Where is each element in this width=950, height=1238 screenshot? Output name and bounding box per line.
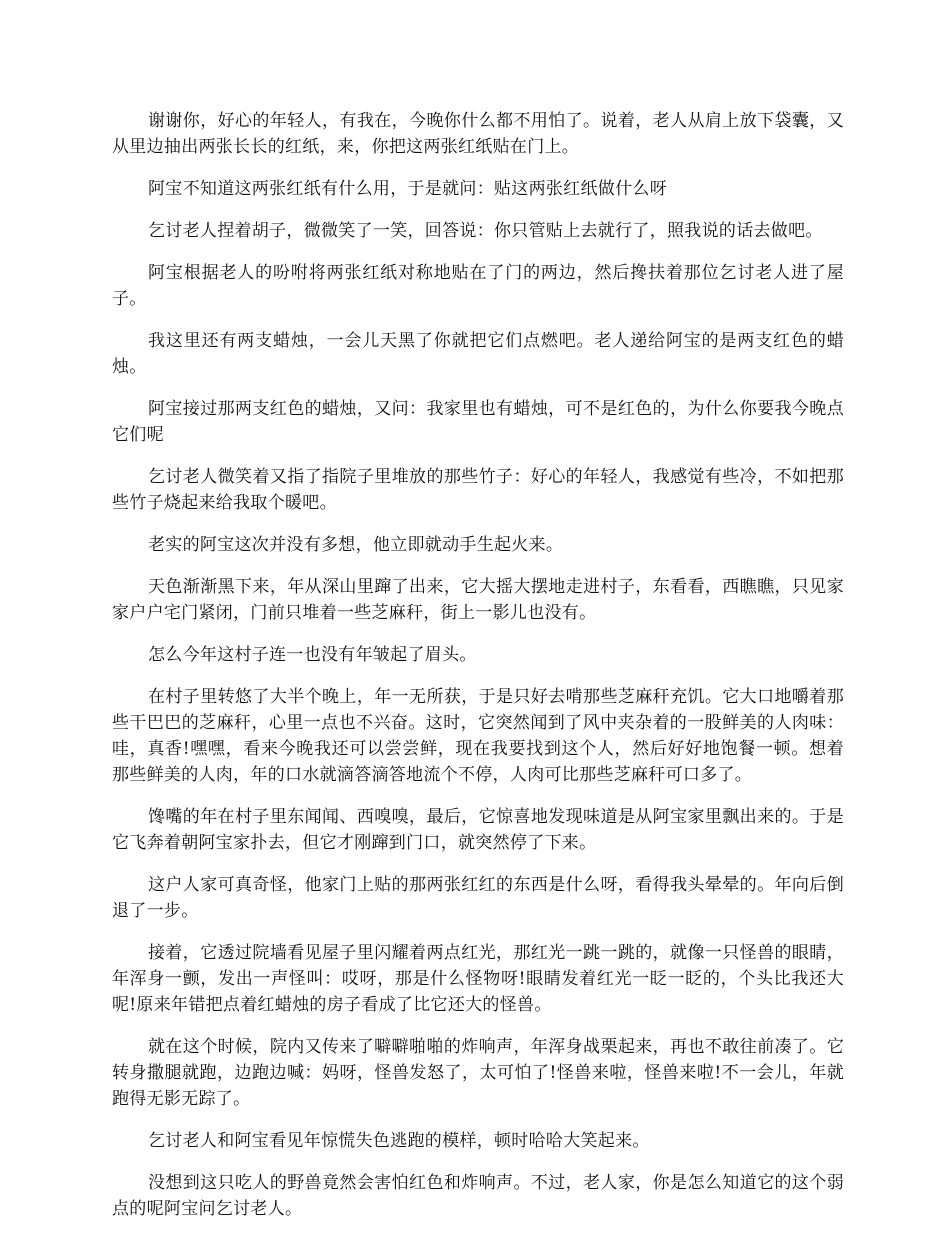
paragraph: 我这里还有两支蜡烛，一会儿天黑了你就把它们点燃吧。老人递给阿宝的是两支红色的蜡烛。 xyxy=(112,331,844,377)
paragraph: 这户人家可真奇怪，他家门上贴的那两张红红的东西是什么呀，看得我头晕晕的。年向后倒退了一步。 xyxy=(112,875,844,921)
paragraph: 馋嘴的年在村子里东闻闻、西嗅嗅，最后，它惊喜地发现味道是从阿宝家里飘出来的。于是它飞奔着朝阿宝家扑去，但它才刚蹿到门口，就突然停了下来。 xyxy=(112,807,844,853)
paragraph: 老实的阿宝这次并没有多想，他立即就动手生起火来。 xyxy=(148,535,564,555)
paragraph: 在村子里转悠了大半个晚上，年一无所获，于是只好去啃那些芝麻秆充饥。它大口地嚼着那些干巴巴的芝麻秆，心里一点也不兴奋。这时，它突然闻到了风中夹杂着的一股鲜美的人肉味：哇，真香!嘿嘿，看来今晚我还可以尝尝鲜，现在我要找到这个人，然后好好地饱餐一顿。想着那些鲜美的人肉，年的口水就滴答滴答地流个不停，人肉可比那些芝麻秆可口多了。 xyxy=(112,687,844,785)
paragraph: 谢谢你，好心的年轻人，有我在，今晚你什么都不用怕了。说着，老人从肩上放下袋囊，又从里边抽出两张长长的红纸，来，你把这两张红纸贴在门上。 xyxy=(112,111,844,157)
paragraph: 阿宝接过那两支红色的蜡烛，又问：我家里也有蜡烛，可不是红色的，为什么你要我今晚点它们呢 xyxy=(112,399,844,445)
paragraph: 接着，它透过院墙看见屋子里闪耀着两点红光，那红光一跳一跳的，就像一只怪兽的眼睛，年浑身一颤，发出一声怪叫：哎呀，那是什么怪物呀!眼睛发着红光一眨一眨的，个头比我还大呢!原来年错把点着红蜡烛的房子看成了比它还大的怪兽。 xyxy=(112,943,844,1015)
paragraph: 乞讨老人捏着胡子，微微笑了一笑，回答说：你只管贴上去就行了，照我说的话去做吧。 xyxy=(148,221,823,241)
paragraph: 阿宝不知道这两张红纸有什么用，于是就问：贴这两张红纸做什么呀 xyxy=(148,179,667,199)
document-body xyxy=(112,108,844,1238)
paragraph: 就在这个时候，院内又传来了噼噼啪啪的炸响声，年浑身战栗起来，再也不敢往前凑了。它转身撒腿就跑，边跑边喊：妈呀，怪兽发怒了，太可怕了!怪兽来啦，怪兽来啦!不一会儿，年就跑得无影无踪了。 xyxy=(112,1037,844,1109)
paragraph: 乞讨老人和阿宝看见年惊慌失色逃跑的模样，顿时哈哈大笑起来。 xyxy=(148,1131,650,1151)
paragraph: 乞讨老人微笑着又指了指院子里堆放的那些竹子：好心的年轻人，我感觉有些冷，不如把那些竹子烧起来给我取个暖吧。 xyxy=(112,467,844,513)
paragraph: 怎么今年这村子连一也没有年皱起了眉头。 xyxy=(148,645,477,665)
paragraph: 没想到这只吃人的野兽竟然会害怕红色和炸响声。不过，老人家，你是怎么知道它的这个弱点的呢阿宝问乞讨老人。 xyxy=(112,1173,844,1219)
paragraph: 阿宝根据老人的吩咐将两张红纸对称地贴在了门的两边，然后搀扶着那位乞讨老人进了屋子。 xyxy=(112,263,844,309)
paragraph: 天色渐渐黑下来，年从深山里蹿了出来，它大摇大摆地走进村子，东看看，西瞧瞧，只见家家户户宅门紧闭，门前只堆着一些芝麻秆，街上一影儿也没有。 xyxy=(112,577,844,623)
